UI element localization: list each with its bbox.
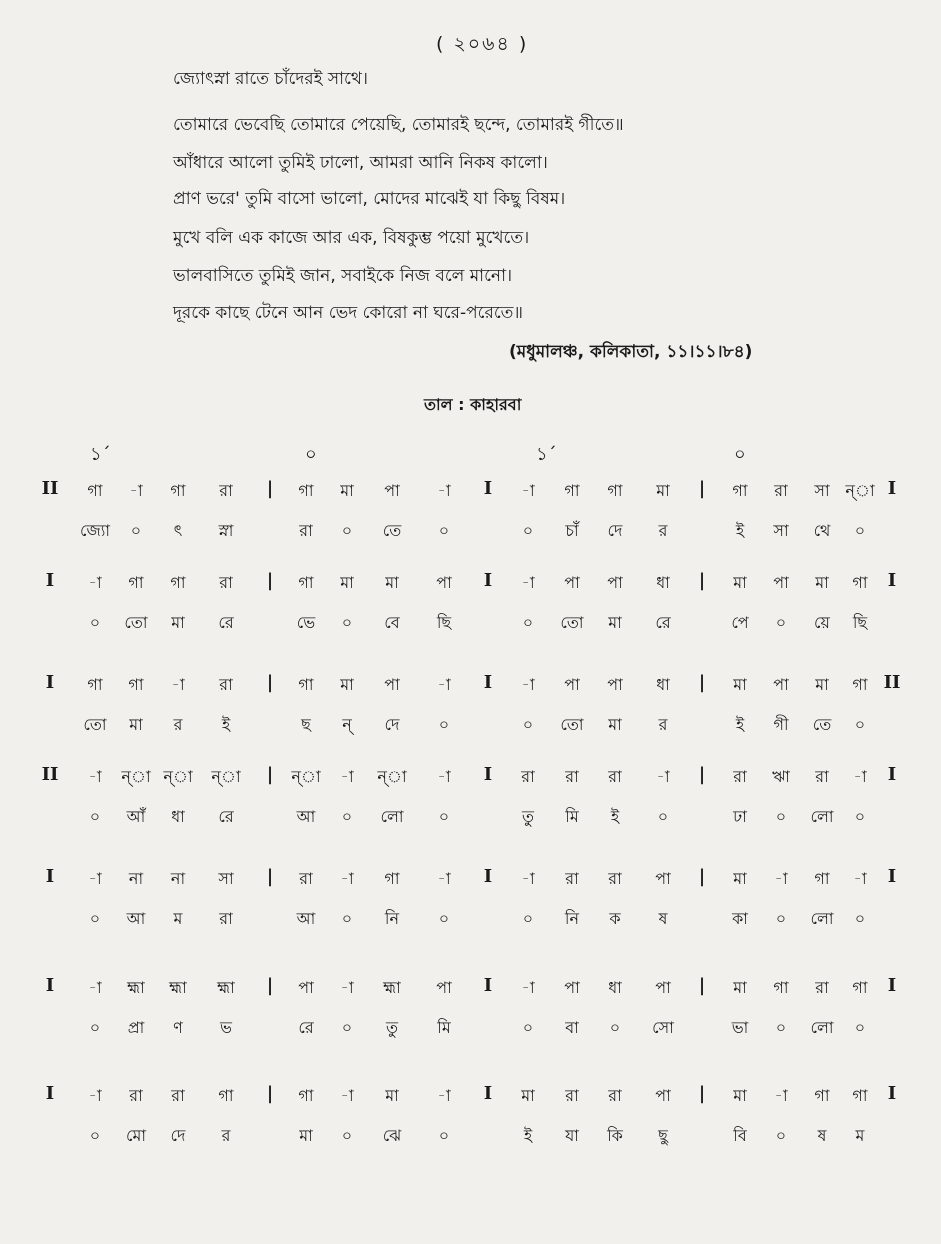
lyric-line: দূরকে কাছে টেনে আন ভেদ কোরো না ঘরে-পরেতে॥ — [173, 303, 524, 323]
swara-note: গা — [170, 481, 186, 500]
syllable: ০ — [657, 807, 669, 826]
syllable: ছি — [436, 613, 452, 632]
syllable: র — [221, 1126, 231, 1145]
swara-note: পা — [607, 675, 623, 694]
syllable: র — [658, 715, 668, 734]
notation-row — [0, 570, 941, 660]
syllable: তে — [382, 521, 402, 540]
swara-note: মা — [815, 675, 829, 694]
swara-note: -া — [88, 1086, 102, 1105]
syllable: মো — [125, 1126, 147, 1145]
bar-line: I — [483, 975, 493, 996]
bar-line: I — [887, 975, 897, 996]
syllable: ০ — [854, 521, 866, 540]
swara-note: গা — [128, 675, 144, 694]
swara-note: রা — [219, 481, 233, 500]
bar-line: I — [483, 570, 493, 591]
swara-note: ঋা — [772, 767, 790, 786]
syllable: আ — [126, 909, 146, 928]
swara-note: পা — [607, 573, 623, 592]
swara-note: ন্‌া — [211, 767, 241, 786]
syllable: ০ — [854, 909, 866, 928]
syllable: ই — [735, 521, 745, 540]
syllable: ঝে — [382, 1126, 402, 1145]
syllable: ০ — [438, 715, 450, 734]
swara-note: -া — [521, 481, 535, 500]
notation-row — [0, 866, 941, 956]
bar-line: II — [41, 478, 59, 499]
syllable: ০ — [89, 1018, 101, 1037]
syllable: লো — [810, 1018, 834, 1037]
syllable: ০ — [89, 613, 101, 632]
swara-note: গা — [852, 573, 868, 592]
bar-line: I — [887, 1083, 897, 1104]
syllable: আ — [296, 807, 316, 826]
swara-note: হ্মা — [383, 978, 401, 997]
syllable: ই — [221, 715, 231, 734]
swara-note: গা — [298, 573, 314, 592]
syllable: থে — [813, 521, 831, 540]
syllable: ০ — [522, 613, 534, 632]
lyric-line: আঁধারে আলো তুমিই ঢালো, আমরা আনি নিকষ কালো। — [173, 153, 548, 173]
syllable: তো — [83, 715, 107, 734]
syllable: র — [658, 521, 668, 540]
bar-line: II — [883, 672, 901, 693]
syllable: দে — [170, 1126, 186, 1145]
swara-note: -া — [656, 767, 670, 786]
swara-note: রা — [815, 978, 829, 997]
beat-marker: ১´ — [90, 444, 111, 465]
syllable: ভ — [220, 1018, 232, 1037]
swara-note: ধা — [656, 573, 670, 592]
swara-note: -া — [340, 869, 354, 888]
syllable: রে — [655, 613, 671, 632]
syllable: ০ — [341, 909, 353, 928]
swara-note: পা — [298, 978, 314, 997]
syllable: তু — [385, 1018, 399, 1037]
swara-note: গা — [384, 869, 400, 888]
syllable: রে — [218, 807, 234, 826]
bar-line: I — [45, 1083, 55, 1104]
swara-note: -া — [88, 573, 102, 592]
syllable: ঢা — [733, 807, 747, 826]
bar-line: | — [266, 672, 274, 693]
swara-note: ন্‌া — [845, 481, 875, 500]
syllable: রে — [218, 613, 234, 632]
swara-note: গা — [773, 978, 789, 997]
syllable: তো — [560, 715, 584, 734]
swara-note: -া — [853, 869, 867, 888]
swara-note: -া — [340, 767, 354, 786]
bar-line: I — [45, 975, 55, 996]
swara-note: মা — [340, 573, 354, 592]
bar-line: | — [266, 866, 274, 887]
swara-note: পা — [564, 573, 580, 592]
syllable: ছ — [301, 715, 311, 734]
bar-line: | — [266, 764, 274, 785]
syllable: ০ — [775, 613, 787, 632]
syllable: ষ — [817, 1126, 827, 1145]
syllable: ০ — [775, 1126, 787, 1145]
syllable: ০ — [341, 613, 353, 632]
syllable: ০ — [341, 521, 353, 540]
bar-line: I — [45, 570, 55, 591]
syllable: ছু — [658, 1126, 668, 1145]
swara-note: মা — [385, 573, 399, 592]
swara-note: মা — [340, 481, 354, 500]
swara-note: না — [128, 869, 144, 888]
syllable: তে — [812, 715, 832, 734]
syllable: ০ — [775, 807, 787, 826]
syllable: প্রা — [127, 1018, 145, 1037]
bar-line: I — [45, 866, 55, 887]
syllable: ০ — [341, 807, 353, 826]
syllable: লো — [810, 909, 834, 928]
syllable: ক — [609, 909, 621, 928]
swara-note: মা — [733, 978, 747, 997]
swara-note: মা — [656, 481, 670, 500]
lyric-line: প্রাণ ভরে' তুমি বাসো ভালো, মোদের মাঝেই যা কিছু বিষম। — [173, 189, 566, 209]
syllable: ভা — [731, 1018, 749, 1037]
syllable: ০ — [522, 909, 534, 928]
notation-row — [0, 1083, 941, 1173]
swara-note: -া — [437, 675, 451, 694]
swara-note: রা — [129, 1086, 143, 1105]
swara-note: মা — [733, 675, 747, 694]
swara-note: রা — [299, 869, 313, 888]
swara-note: গা — [852, 978, 868, 997]
swara-note: মা — [733, 869, 747, 888]
bar-line: I — [483, 1083, 493, 1104]
notation-row — [0, 478, 941, 568]
swara-note: -া — [437, 767, 451, 786]
syllable: ০ — [522, 715, 534, 734]
swara-note: -া — [437, 869, 451, 888]
swara-note: গা — [218, 1086, 234, 1105]
beat-marker: ০ — [734, 444, 746, 465]
swara-note: মা — [385, 1086, 399, 1105]
syllable: ০ — [438, 909, 450, 928]
swara-note: ধা — [656, 675, 670, 694]
swara-note: পা — [384, 675, 400, 694]
syllable: মি — [565, 807, 579, 826]
swara-note: পা — [773, 573, 789, 592]
syllable: ম — [855, 1126, 865, 1145]
swara-note: পা — [655, 978, 671, 997]
swara-note: গা — [814, 1086, 830, 1105]
syllable: মা — [299, 1126, 313, 1145]
swara-note: ন্‌া — [377, 767, 407, 786]
syllable: মা — [608, 715, 622, 734]
swara-note: -া — [521, 675, 535, 694]
swara-note: -া — [340, 1086, 354, 1105]
beat-marker: ১´ — [536, 444, 557, 465]
syllable: নি — [564, 909, 580, 928]
bar-line: | — [698, 672, 706, 693]
bar-line: II — [41, 764, 59, 785]
syllable: পে — [731, 613, 749, 632]
syllable: কি — [607, 1126, 623, 1145]
syllable: ০ — [609, 1018, 621, 1037]
syllable: ছি — [852, 613, 868, 632]
bar-line: | — [698, 764, 706, 785]
swara-note: রা — [733, 767, 747, 786]
syllable: ০ — [438, 521, 450, 540]
syllable: তো — [560, 613, 584, 632]
swara-note: রা — [608, 767, 622, 786]
swara-note: গা — [298, 675, 314, 694]
swara-note: পা — [773, 675, 789, 694]
notation-row — [0, 672, 941, 762]
syllable: ০ — [438, 1126, 450, 1145]
swara-note: মা — [815, 573, 829, 592]
notation-row — [0, 764, 941, 854]
bar-line: | — [266, 1083, 274, 1104]
syllable: ০ — [854, 1018, 866, 1037]
syllable: ধা — [171, 807, 185, 826]
swara-note: রা — [815, 767, 829, 786]
bar-line: I — [45, 672, 55, 693]
swara-note: গা — [607, 481, 623, 500]
bar-line: I — [887, 866, 897, 887]
swara-note: গা — [170, 573, 186, 592]
swara-note: সা — [814, 481, 830, 500]
syllable: সা — [773, 521, 789, 540]
swara-note: রা — [565, 869, 579, 888]
syllable: সো — [652, 1018, 674, 1037]
syllable: ই — [735, 715, 745, 734]
swara-note: রা — [171, 1086, 185, 1105]
syllable: কা — [732, 909, 748, 928]
syllable: তু — [521, 807, 535, 826]
syllable: বে — [384, 613, 400, 632]
swara-note: পা — [655, 869, 671, 888]
swara-note: গা — [128, 573, 144, 592]
syllable: তো — [124, 613, 148, 632]
syllable: ০ — [89, 909, 101, 928]
swara-note: সা — [218, 869, 234, 888]
bar-line: | — [698, 866, 706, 887]
swara-note: -া — [521, 869, 535, 888]
bar-line: I — [483, 866, 493, 887]
syllable: ৎ — [173, 521, 183, 540]
bar-line: | — [698, 975, 706, 996]
swara-note: পা — [384, 481, 400, 500]
syllable: ০ — [438, 807, 450, 826]
syllable: ০ — [522, 521, 534, 540]
swara-note: মা — [733, 1086, 747, 1105]
swara-note: মা — [733, 573, 747, 592]
bar-line: I — [483, 672, 493, 693]
swara-note: পা — [564, 675, 580, 694]
swara-note: মা — [340, 675, 354, 694]
syllable: গী — [773, 715, 789, 734]
bar-line: I — [887, 478, 897, 499]
bar-line: I — [483, 478, 493, 499]
syllable: লো — [380, 807, 404, 826]
syllable: ম — [173, 909, 183, 928]
syllable: মা — [129, 715, 143, 734]
syllable: ০ — [522, 1018, 534, 1037]
beat-marker: ০ — [305, 444, 317, 465]
swara-note: -া — [853, 767, 867, 786]
syllable: ০ — [775, 1018, 787, 1037]
swara-note: -া — [340, 978, 354, 997]
swara-note: গা — [852, 1086, 868, 1105]
syllable: ০ — [775, 909, 787, 928]
syllable: চাঁ — [565, 521, 579, 540]
swara-note: রা — [608, 1086, 622, 1105]
taal-heading: তাল : কাহারবা — [424, 395, 522, 414]
bar-line: | — [698, 570, 706, 591]
page-number: ( ২০৬৪ ) — [436, 33, 529, 55]
swara-note: -া — [437, 481, 451, 500]
bar-line: | — [698, 1083, 706, 1104]
swara-note: ন্‌া — [291, 767, 321, 786]
syllable: ০ — [130, 521, 142, 540]
swara-note: হ্মা — [169, 978, 187, 997]
syllable: বা — [565, 1018, 579, 1037]
syllable: ই — [523, 1126, 533, 1145]
swara-note: ন্‌া — [163, 767, 193, 786]
swara-note: রা — [521, 767, 535, 786]
syllable: ০ — [89, 807, 101, 826]
swara-note: গা — [298, 1086, 314, 1105]
swara-note: -া — [88, 869, 102, 888]
swara-note: গা — [564, 481, 580, 500]
syllable: ণ — [173, 1018, 183, 1037]
swara-note: মা — [521, 1086, 535, 1105]
syllable: ০ — [854, 807, 866, 826]
swara-note: -া — [437, 1086, 451, 1105]
syllable: ই — [610, 807, 620, 826]
swara-note: রা — [774, 481, 788, 500]
syllable: ন্‌ — [342, 715, 352, 734]
lyric-line: জ্যোৎস্না রাতে চাঁদেরই সাথে। — [173, 69, 368, 89]
swara-note: -া — [774, 869, 788, 888]
syllable: আঁ — [126, 807, 146, 826]
swara-note: -া — [88, 978, 102, 997]
lyric-line: তোমারে ভেবেছি তোমারে পেয়েছি, তোমারই ছন্দে, তোমারই গীতে॥ — [173, 115, 624, 135]
swara-note: গা — [87, 481, 103, 500]
syllable: দে — [384, 715, 400, 734]
swara-note: -া — [88, 767, 102, 786]
bar-line: I — [887, 570, 897, 591]
syllable: দে — [607, 521, 623, 540]
bar-line: I — [887, 764, 897, 785]
notation-row — [0, 975, 941, 1065]
bar-line: | — [698, 478, 706, 499]
syllable: যা — [565, 1126, 579, 1145]
swara-note: -া — [521, 573, 535, 592]
lyric-line: মুখে বলি এক কাজে আর এক, বিষকুম্ভ পয়ো মুখেতে। — [173, 228, 530, 248]
swara-note: গা — [732, 481, 748, 500]
syllable: য়ে — [814, 613, 830, 632]
syllable: ০ — [89, 1126, 101, 1145]
syllable: নি — [384, 909, 400, 928]
syllable: রে — [298, 1018, 314, 1037]
source-citation: (মধুমালঞ্চ, কলিকাতা, ১১।১১।৮৪) — [509, 342, 753, 362]
syllable: বি — [733, 1126, 747, 1145]
swara-note: ধা — [608, 978, 622, 997]
syllable: ০ — [341, 1126, 353, 1145]
syllable: রা — [299, 521, 313, 540]
lyric-line: ভালবাসিতে তুমিই জান, সবাইকে নিজ বলে মানো। — [173, 266, 513, 286]
swara-note: গা — [87, 675, 103, 694]
syllable: মা — [608, 613, 622, 632]
swara-note: গা — [298, 481, 314, 500]
swara-note: -া — [171, 675, 185, 694]
syllable: আ — [296, 909, 316, 928]
syllable: জ্যো — [79, 521, 111, 540]
syllable: মি — [437, 1018, 451, 1037]
swara-note: -া — [521, 978, 535, 997]
swara-note: হ্মা — [217, 978, 235, 997]
swara-note: হ্মা — [127, 978, 145, 997]
swara-note: পা — [436, 978, 452, 997]
syllable: র — [173, 715, 183, 734]
swara-note: পা — [564, 978, 580, 997]
swara-note: না — [170, 869, 186, 888]
swara-note: ন্‌া — [121, 767, 151, 786]
syllable: ভে — [296, 613, 316, 632]
bar-line: | — [266, 975, 274, 996]
syllable: ষ — [658, 909, 668, 928]
bar-line: | — [266, 570, 274, 591]
bar-line: | — [266, 478, 274, 499]
syllable: স্না — [218, 521, 234, 540]
swara-note: পা — [655, 1086, 671, 1105]
syllable: ০ — [854, 715, 866, 734]
syllable: ০ — [341, 1018, 353, 1037]
swara-note: রা — [565, 1086, 579, 1105]
bar-line: I — [483, 764, 493, 785]
swara-note: গা — [852, 675, 868, 694]
swara-note: রা — [219, 675, 233, 694]
swara-note: -া — [774, 1086, 788, 1105]
swara-note: -া — [129, 481, 143, 500]
swara-note: রা — [565, 767, 579, 786]
syllable: লো — [810, 807, 834, 826]
syllable: রা — [219, 909, 233, 928]
swara-note: গা — [814, 869, 830, 888]
swara-note: পা — [436, 573, 452, 592]
syllable: মা — [171, 613, 185, 632]
swara-note: রা — [219, 573, 233, 592]
swara-note: রা — [608, 869, 622, 888]
